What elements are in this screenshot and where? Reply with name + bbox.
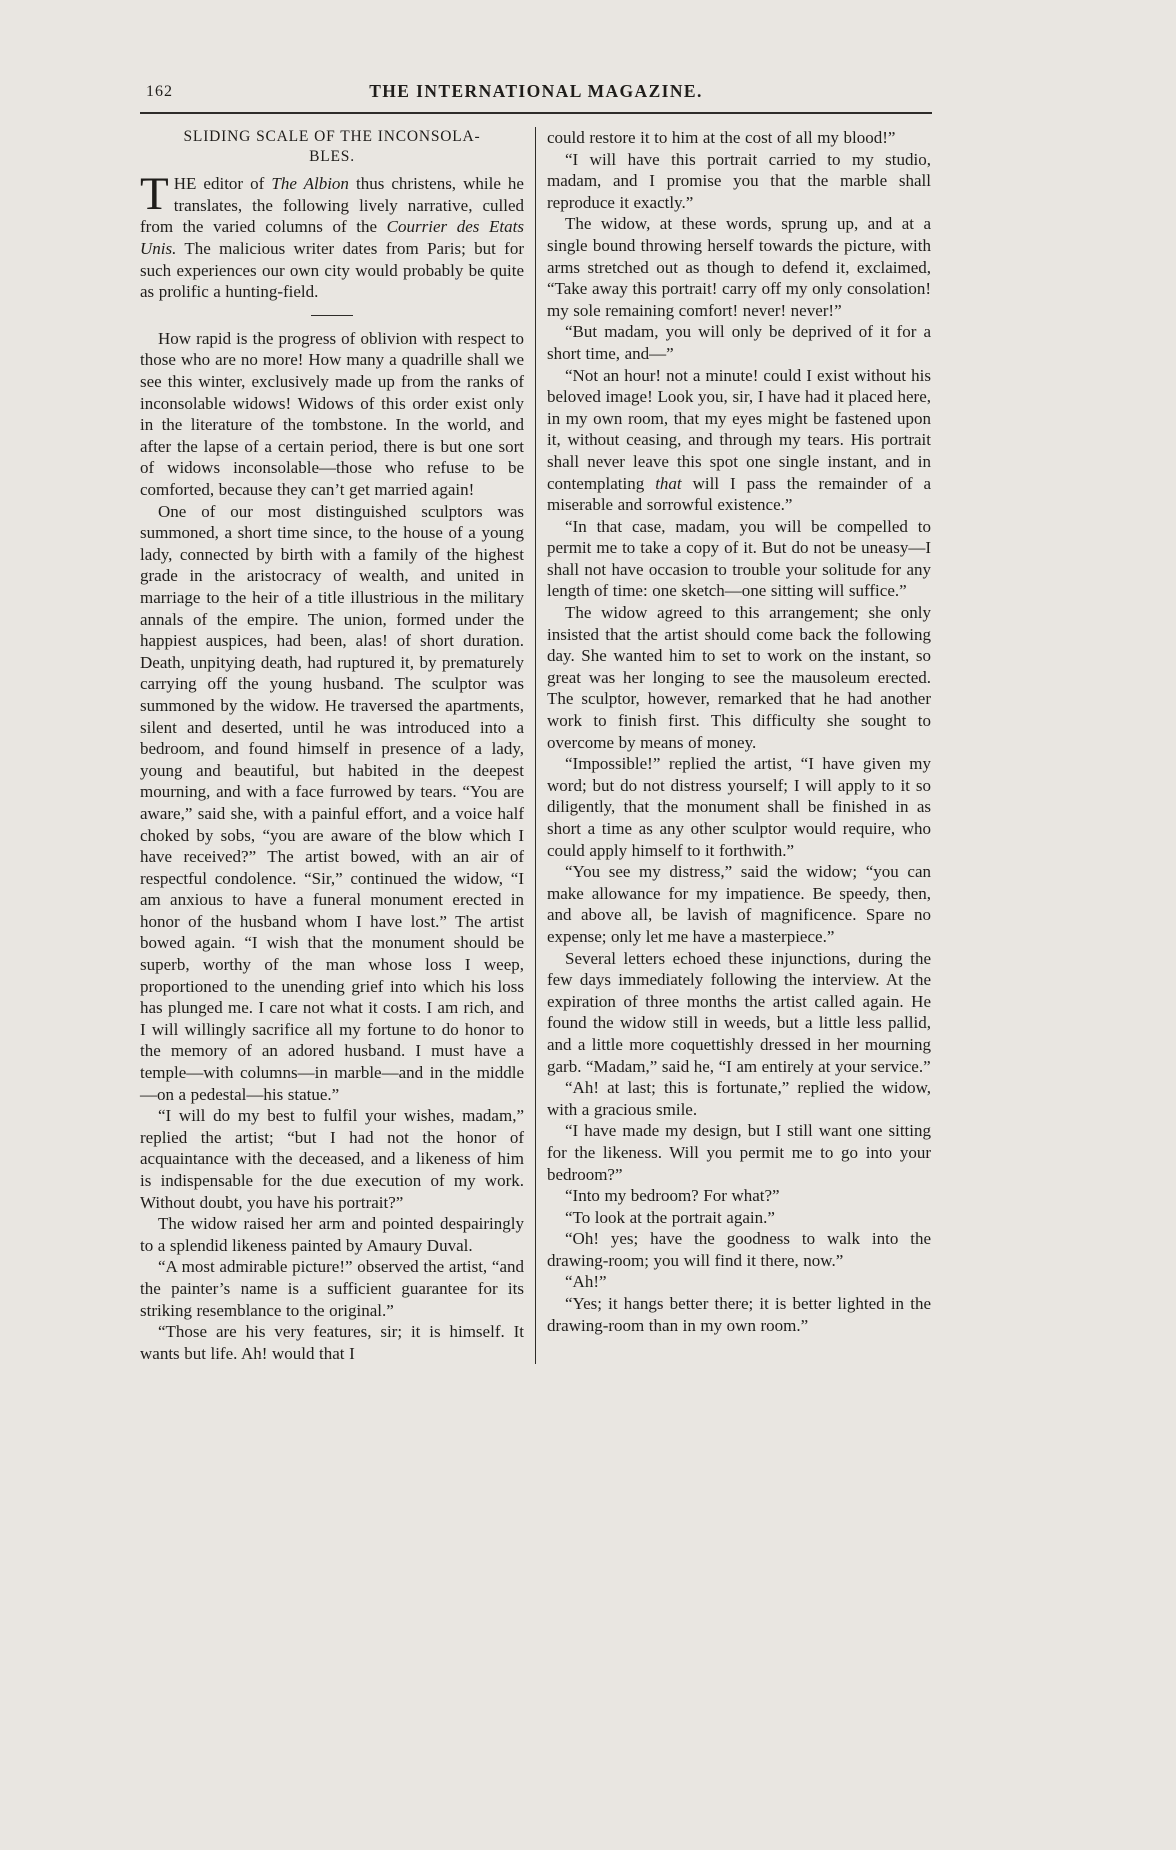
paragraph — [547, 1271, 931, 1293]
paragraph — [547, 1293, 931, 1336]
italic-text: Courrier des Etats Unis. — [140, 217, 524, 259]
page-header — [140, 80, 932, 106]
paragraph — [547, 1120, 931, 1185]
text-segment: “A most admirable picture!” observed the artist, “and the painter’s name is a sufficient guarantee for its striking resemblance to the original.” — [140, 1257, 524, 1320]
paragraph — [140, 501, 524, 1106]
text-segment: “I will have this portrait carried to my studio, madam, and I promise you that the marble shall reproduce it exactly.” — [547, 149, 931, 212]
drop-cap: T — [140, 168, 169, 221]
text-segment: “Oh! yes; have the goodness to walk into the drawing-room; you will find it there, now.” — [547, 1229, 931, 1270]
two-column-layout — [140, 127, 932, 1364]
masthead-title: THE INTERNATIONAL MAGAZINE. — [369, 81, 703, 101]
text-segment: “Not an hour! not a minute! could I exist without his beloved image! Look you, sir, I have had it placed here, in my own room, that my eyes might be fastened upon it, without ceasing, and through my tears. His portrait shall never leave this spot one single instant, and in contemplating — [547, 365, 931, 493]
paragraph — [547, 213, 931, 321]
text-segment: Several letters echoed these injunctions, during the few days immediately following the interview. At the expiration of three months the artist called again. He found the widow still in weeds, but a little less pallid, and a little more coquettishly dressed in her mourning garb. “Madam,” said he, “I am entirely at your service.” — [547, 948, 931, 1076]
paragraph — [547, 1228, 931, 1271]
text-segment: “Into my bedroom? For what?” — [565, 1186, 780, 1206]
text-segment: “Ah! at last; this is fortunate,” replied the widow, with a gracious smile. — [547, 1078, 931, 1119]
text-segment: One of our most distinguished sculptors was summoned, a short time since, to the house of a young lady, connected by birth with a family of the highest grade in the aristocracy of wealth, and united in marriage to the heir of a title illustrious in the military annals of the empire. The union, formed under the happiest auspices, had been, alas! of short duration. Death, unpitying death, had ruptured it, by prematurely carrying off the young husband. The sculptor was summoned by the widow. He traversed the apartments, silent and deserted, until he was introduced into a bedroom, and found himself in presence of a lady, young and beautiful, but habited in the deepest mourning, and with a face furrowed by tears. “You are aware,” said she, with a painful effort, and a voice half choked by sobs, “you are aware of the blow which I have received?” The artist bowed, with an air of respectful condolence. “Sir,” continued the widow, “I am anxious to have a funeral monument erected in honor of the husband whom I have lost.” The artist bowed again. “I wish that the monument should be superb, worthy of the man whose loss I weep, proportioned to the unending grief into which his loss has plunged me. I care not what it costs. I am rich, and I will willingly sacrifice all my fortune to do honor to the memory of an adored husband. I must have a temple—with columns—in marble—and in the middle—on a pedestal—his statue.” — [140, 501, 524, 1104]
text-segment: “In that case, madam, you will be compelled to permit me to take a copy of it. But do not be uneasy—I shall not have occasion to trouble your solitude for any length of time: one sketch—one sitting will suffice.” — [547, 516, 931, 601]
text-segment: The widow raised her arm and pointed despairingly to a splendid likeness painted by Amaury Duval. — [140, 1214, 524, 1255]
paragraph — [547, 516, 931, 602]
italic-text: that — [655, 473, 682, 493]
paragraph — [547, 602, 931, 753]
paragraph — [547, 753, 931, 861]
header-rule — [140, 112, 932, 114]
text-segment: “You see my distress,” said the widow; “you can make allowance for my impatience. Be speedy, then, and above all, be lavish of magnificence. Spare no expense; only let me have a masterpiece.” — [547, 862, 931, 946]
text-segment: “I have made my design, but I still want one sitting for the likeness. Will you permit me to go into your bedroom?” — [547, 1121, 931, 1184]
right-column — [547, 127, 931, 1364]
text-segment: HE editor of — [173, 174, 272, 194]
paragraph — [547, 149, 931, 214]
article-title — [140, 127, 524, 167]
paragraph — [140, 1256, 524, 1321]
lead-paragraph — [140, 168, 524, 303]
paragraph — [140, 1105, 524, 1213]
paragraph — [547, 1185, 931, 1207]
text-segment: will I pass the remainder of a miserable and sorrowful existence.” — [547, 473, 931, 515]
paragraph — [140, 1213, 524, 1256]
paragraph — [547, 321, 931, 364]
text-segment: thus christens, while he translates, the following lively narrative, culled from the varied columns of the — [140, 174, 524, 237]
text-segment: “Yes; it hangs better there; it is better lighted in the drawing-room than in my own room.” — [547, 1294, 931, 1335]
page-number: 162 — [146, 83, 173, 100]
text-segment: “Those are his very features, sir; it is himself. It wants but life. Ah! would that I — [140, 1322, 524, 1363]
paragraph — [547, 948, 931, 1078]
page-content — [140, 80, 932, 1364]
text-segment: “But madam, you will only be deprived of it for a short time, and—” — [547, 322, 931, 363]
text-segment: “I will do my best to fulfil your wishes, madam,” replied the artist; “but I had not the honor of acquaintance with the deceased, and a likeness of him is indispensable for the due execution of my work. Without doubt, you have his portrait?” — [140, 1106, 524, 1212]
paragraph — [547, 861, 931, 947]
text-segment: How rapid is the progress of oblivion with respect to those who are no more! How many a quadrille shall we see this winter, exclusively made up from the ranks of inconsolable widows! Widows of this order exist only in the literature of the tombstone. In the world, and after the lapse of a certain period, there is but one sort of widows inconsolable—those who refuse to be comforted, because they can’t get married again! — [140, 328, 524, 499]
text-segment: could restore it to him at the cost of all my blood!” — [547, 128, 896, 147]
left-paragraphs — [140, 328, 524, 1365]
paragraph — [547, 1207, 931, 1229]
paragraph — [547, 365, 931, 516]
paragraph — [140, 1321, 524, 1364]
lead-text — [140, 168, 524, 302]
text-segment: The malicious writer dates from Paris; but for such experiences our own city would probably be quite as prolific a hunting-field. — [140, 239, 524, 302]
text-segment: “Ah!” — [565, 1272, 607, 1292]
paragraph — [547, 127, 931, 149]
text-segment: The widow agreed to this arrangement; she only insisted that the artist should come back the following day. She wanted him to set to work on the instant, so great was her longing to see the mausoleum erected. The sculptor, however, remarked that he had another work to finish first. This difficulty she sought to overcome by means of money. — [547, 603, 931, 752]
text-segment: “To look at the portrait again.” — [565, 1207, 775, 1227]
article-title-line-1: SLIDING SCALE OF THE INCONSOLA- — [183, 128, 481, 145]
italic-text: The Albion — [271, 174, 349, 194]
section-divider — [311, 315, 353, 316]
paragraph — [547, 1077, 931, 1120]
left-column — [140, 127, 524, 1364]
column-divider — [535, 127, 536, 1364]
right-paragraphs — [547, 127, 931, 1336]
article-title-line-2: BLES. — [309, 148, 355, 166]
paragraph — [140, 328, 524, 501]
text-segment: The widow, at these words, sprung up, and at a single bound throwing herself towards the picture, with arms stretched out as though to defend it, exclaimed, “Take away this portrait! carry off my only consolation! my sole remaining comfort! never! never!” — [547, 214, 931, 320]
text-segment: “Impossible!” replied the artist, “I have given my word; but do not distress yourself; I will apply to it so diligently, that the monument shall be finished in as short a time as any other sculptor would require, who could apply himself to it forthwith.” — [547, 754, 931, 860]
